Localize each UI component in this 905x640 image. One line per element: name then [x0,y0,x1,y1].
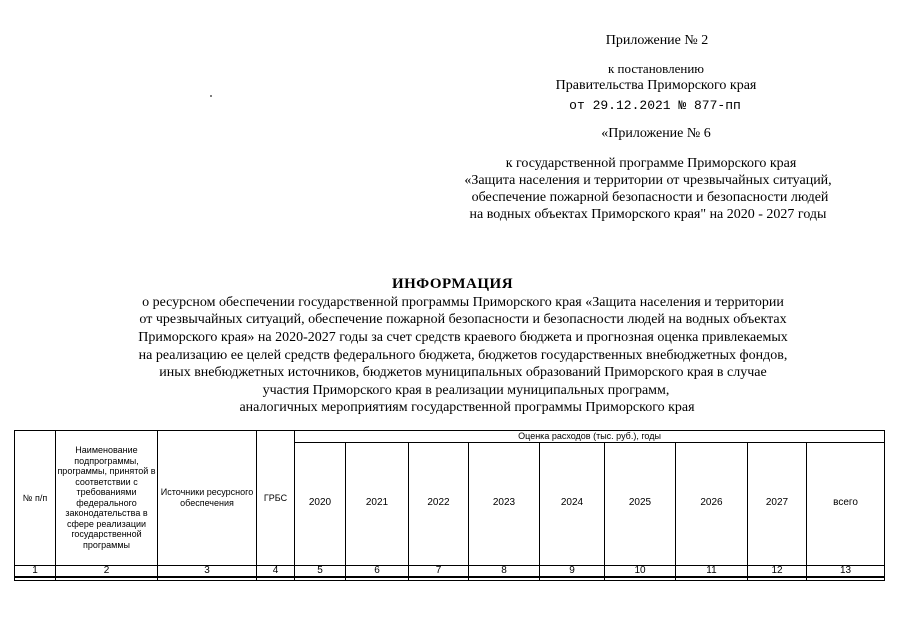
column-number: 2 [56,565,158,577]
column-number: 9 [540,565,605,577]
appendix-quote: «Приложение № 6 [601,126,711,141]
description-line-6: участия Приморского края в реализации муниципальных программ, [262,383,670,398]
column-number: 4 [257,565,295,577]
year-2022: 2022 [409,442,469,565]
column-number: 1 [15,565,56,577]
separator-cell [346,577,409,581]
program-line-1: к государственной программе Приморского края [505,156,797,171]
resource-table [14,430,885,581]
column-number: 13 [807,565,885,577]
header-grbs: ГРБС [257,431,295,566]
separator-cell [676,577,748,581]
resolution-ref: к постановлению [607,61,705,76]
year-2025: 2025 [605,442,676,565]
header-estimate: Оценка расходов (тыс. руб.), годы [295,431,885,443]
document-title: ИНФОРМАЦИЯ [391,276,514,292]
header-program-name: Наименование подпрограммы, программы, принятой в соответствии с требованиями федерального законодательства в сфере реализации государственной программы [56,431,158,566]
program-line-2: «Защита населения и территории от чрезвычайных ситуаций, [464,173,832,188]
separator-cell [605,577,676,581]
scan-speck [210,95,212,97]
separator-cell [807,577,885,581]
column-number: 8 [469,565,540,577]
column-number: 6 [346,565,409,577]
separator-cell [469,577,540,581]
program-line-3: обеспечение пожарной безопасности и безопасности людей [471,190,829,205]
year-2020: 2020 [295,442,346,565]
table-header-row [15,431,885,443]
column-number: 3 [158,565,257,577]
separator-cell [56,577,158,581]
description-line-1: о ресурсном обеспечении государственной программы Приморского края «Защита населения и территории [142,295,784,310]
column-number: 11 [676,565,748,577]
column-number: 5 [295,565,346,577]
separator-cell [257,577,295,581]
appendix-label: Приложение № 2 [605,33,709,48]
year-2026: 2026 [676,442,748,565]
description-line-3: Приморского края» на 2020-2027 годы за счет средств краевого бюджета и прогнозная оценка привлекаемых [138,330,788,345]
year-2027: 2027 [748,442,807,565]
program-line-4: на водных объектах Приморского края" на 2020 - 2027 годы [469,207,827,222]
table-separator-row [15,577,885,581]
separator-cell [158,577,257,581]
resolution-date-number: от 29.12.2021 № 877-пп [569,98,741,113]
year-total: всего [807,442,885,565]
column-number: 10 [605,565,676,577]
separator-cell [540,577,605,581]
year-2023: 2023 [469,442,540,565]
description-line-7: аналогичных мероприятиям государственной программы Приморского края [239,400,695,415]
header-num: № п/п [15,431,56,566]
description-line-4: на реализацию ее целей средств федерального бюджета, бюджетов государственных внебюджетных фондов, [138,348,788,363]
separator-cell [409,577,469,581]
column-number: 12 [748,565,807,577]
government-name: Правительства Приморского края [555,78,757,93]
separator-cell [748,577,807,581]
column-number: 7 [409,565,469,577]
description-line-5: иных внебюджетных источников, бюджетов муниципальных образований Приморского края в случае [159,365,767,380]
column-number-row [15,565,885,577]
separator-cell [295,577,346,581]
description-line-2: от чрезвычайных ситуаций, обеспечение пожарной безопасности и безопасности людей на водных объектах [139,312,787,327]
year-2021: 2021 [346,442,409,565]
year-2024: 2024 [540,442,605,565]
header-sources: Источники ресурсного обеспечения [158,431,257,566]
separator-cell [15,577,56,581]
